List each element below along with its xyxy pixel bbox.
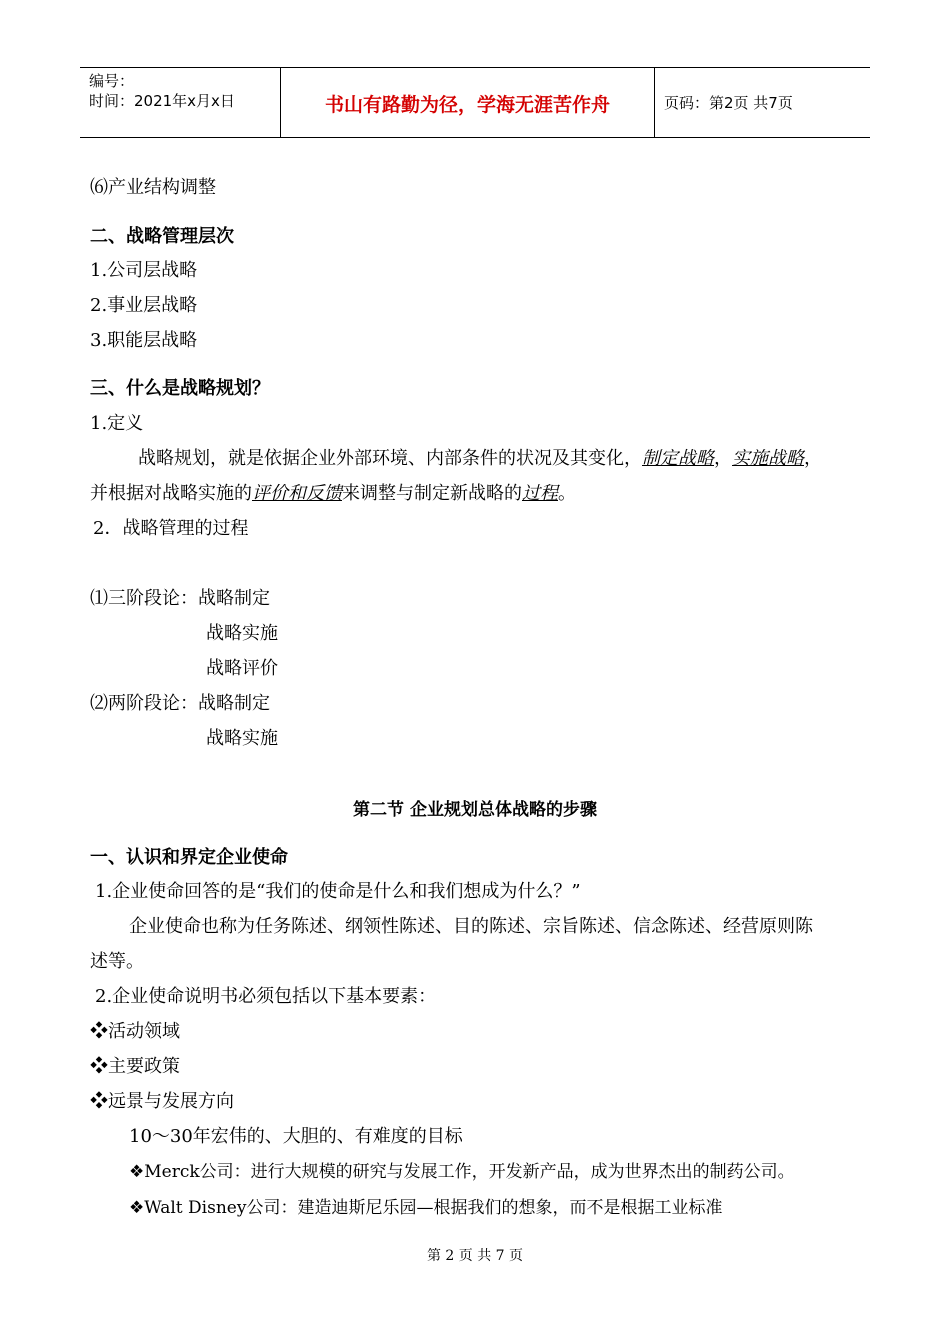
page-header — [80, 67, 870, 138]
text-span: 来调整与制定新战略的 — [342, 483, 522, 504]
page-footer: 第 2 页 共 7 页 — [426, 1248, 524, 1264]
bullet-item: ❖主要政策 — [90, 1056, 180, 1077]
text-line: 战略实施 — [206, 623, 278, 644]
bullet-item: ❖Walt Disney公司：建造迪斯尼乐园—根据我们的想象，而不是根据工业标准 — [129, 1198, 723, 1218]
text-line: ⑴三阶段论：战略制定 — [90, 588, 270, 609]
header-meta — [89, 71, 235, 111]
text-span: 。 — [558, 483, 576, 504]
emphasis-term: 评价和反馈 — [252, 483, 342, 504]
text-line: 2.事业层战略 — [90, 295, 198, 316]
text-line: 1.公司层战略 — [90, 260, 198, 281]
text-line: 2.企业使命说明书必须包括以下基本要素： — [95, 986, 437, 1007]
heading: 二、战略管理层次 — [90, 226, 234, 247]
header-motto: 书山有路勤为径，学海无涯苦作舟 — [324, 94, 610, 116]
text-line: 3.职能层战略 — [90, 330, 198, 351]
text-span: 并根据对战略实施的 — [90, 483, 252, 504]
paragraph-line — [90, 482, 576, 506]
text-line: ⑹产业结构调整 — [90, 177, 216, 198]
heading: 三、什么是战略规划？ — [90, 378, 270, 399]
text-line: 战略评价 — [206, 658, 278, 679]
header-page-number: 页码：第2页 共7页 — [664, 94, 793, 112]
text-line: 1.企业使命回答的是“我们的使命是什么和我们想成为什么？” — [95, 881, 581, 902]
section-title: 第二节 企业规划总体战略的步骤 — [353, 800, 597, 820]
text-span: 战略规划，就是依据企业外部环境、内部条件的状况及其变化， — [138, 448, 642, 469]
text-span: ， — [804, 448, 822, 469]
bullet-item: ❖远景与发展方向 — [90, 1091, 234, 1112]
text-span: ， — [714, 448, 732, 469]
text-line: 战略实施 — [206, 728, 278, 749]
text-line: 2．战略管理的过程 — [93, 518, 249, 539]
emphasis-term: 制定战略 — [642, 448, 714, 469]
emphasis-term: 过程 — [522, 483, 558, 504]
text-line: 企业使命也称为任务陈述、纲领性陈述、目的陈述、宗旨陈述、信念陈述、经营原则陈 — [129, 916, 813, 937]
doc-number-label: 编号： — [89, 72, 135, 90]
text-line: 10～30年宏伟的、大胆的、有难度的目标 — [129, 1126, 463, 1147]
emphasis-term: 实施战略 — [732, 448, 804, 469]
paragraph-line — [138, 447, 822, 471]
text-line: 1.定义 — [90, 413, 144, 434]
bullet-item: ❖活动领域 — [90, 1021, 180, 1042]
text-line: ⑵两阶段论：战略制定 — [90, 693, 270, 714]
heading: 一、认识和界定企业使命 — [90, 847, 288, 868]
doc-time-label: 时间：2021年x月x日 — [89, 92, 235, 110]
text-line: 述等。 — [90, 951, 144, 972]
bullet-item: ❖Merck公司：进行大规模的研究与发展工作，开发新产品，成为世界杰出的制药公司。 — [129, 1162, 795, 1182]
